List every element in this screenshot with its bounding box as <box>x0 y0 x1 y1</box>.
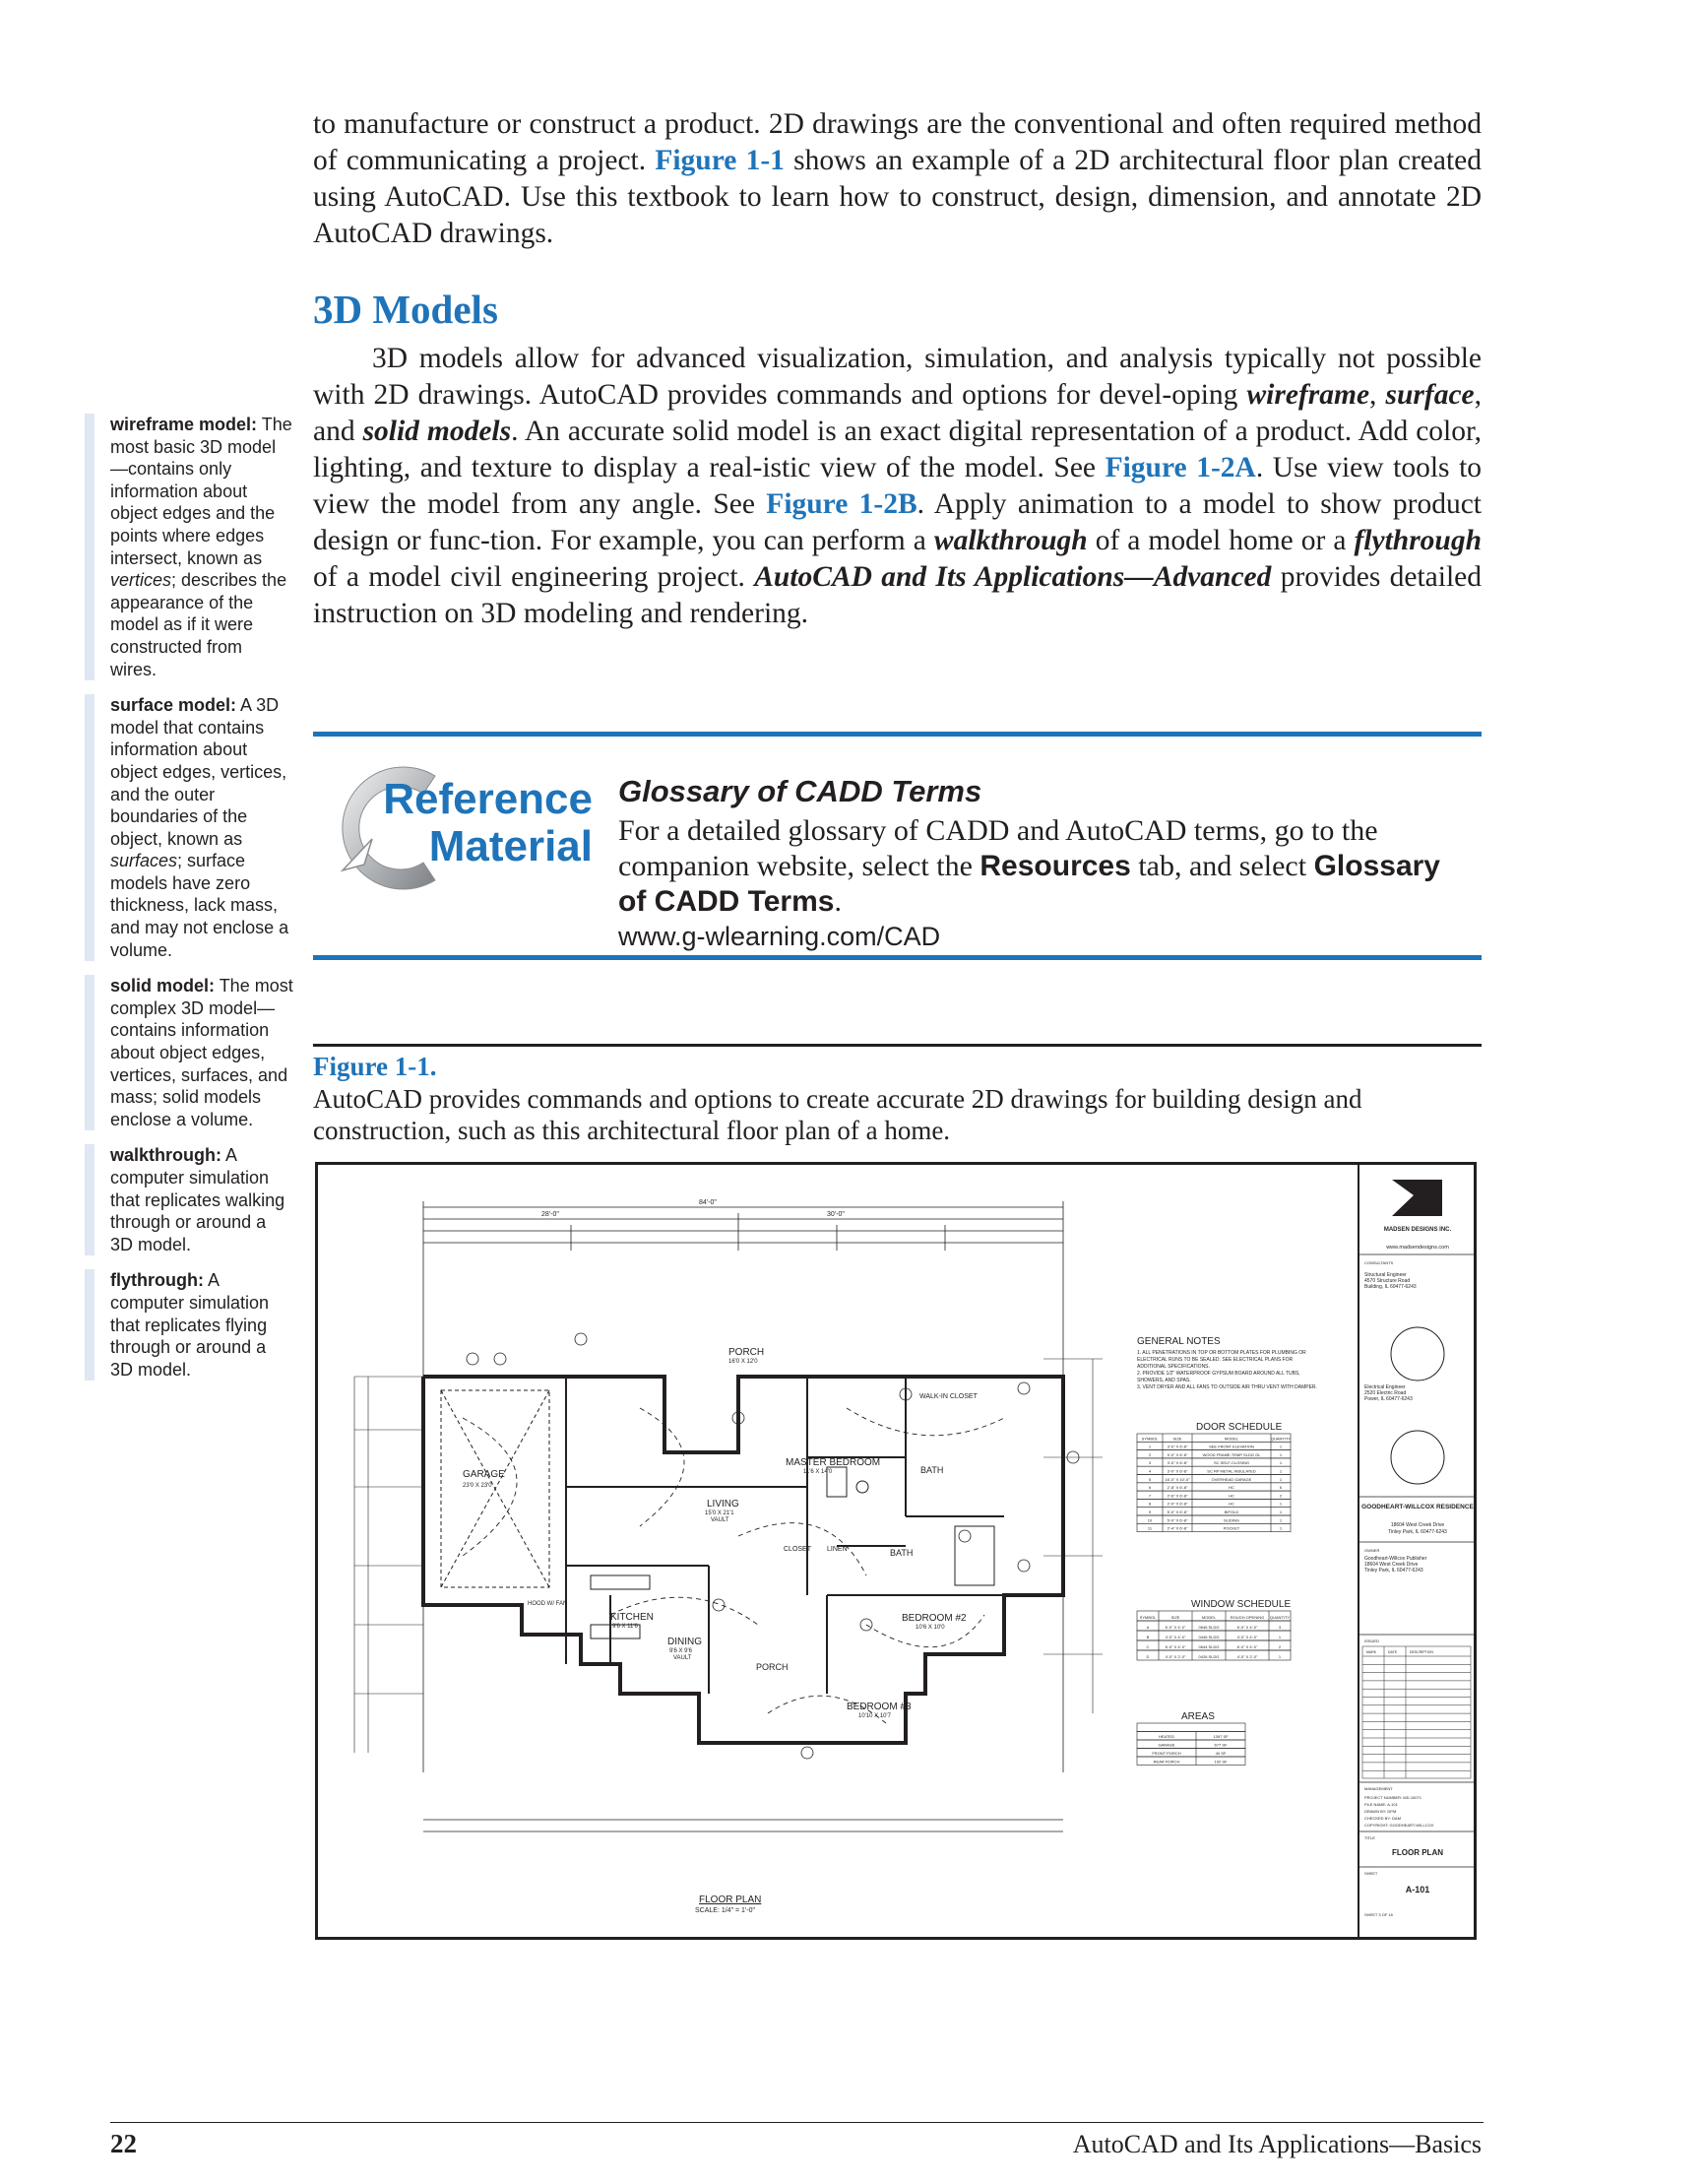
door-schedule-cell: SLIDING <box>1223 1517 1240 1523</box>
areas-title: AREAS <box>1181 1711 1215 1722</box>
window-schedule-cell: 0446 SLDG <box>1198 1635 1220 1639</box>
table-cell-border <box>1137 1499 1291 1507</box>
general-notes-title: GENERAL NOTES <box>1137 1336 1221 1347</box>
door-schedule-cell: HC <box>1229 1485 1234 1491</box>
door-schedule-cell: 1 <box>1279 1444 1283 1449</box>
door-schedule-cell: 2'-0" X 6'-8" <box>1167 1501 1188 1507</box>
door-schedule-cell: BIFOLD <box>1224 1510 1239 1514</box>
para-text: , <box>1369 379 1386 411</box>
section-heading: 3D Models <box>313 287 498 332</box>
ref-text: For a detailed glossary of CADD and AutoCAD terms, go to the companion website, select the <box>618 814 1378 882</box>
reference-top-rule <box>313 732 1482 737</box>
door-schedule-cell: 6 <box>1148 1485 1152 1491</box>
intro-text-1: to manufacture or construct a product. 2D drawings are the conventional and often required method of communicating a project. <box>313 108 1482 176</box>
door-schedule-cell: 1 <box>1279 1525 1283 1531</box>
issued-header: DESCRIPTION <box>1410 1650 1433 1654</box>
window-schedule-cell: 6'-0" X 4'-0" <box>1165 1625 1186 1630</box>
door-tags <box>467 1333 1079 1759</box>
logo-text-reference: Reference <box>383 775 593 823</box>
door-schedule-cell: 16'-0" X 10'-0" <box>1165 1476 1190 1482</box>
window-schedule-cell: 6'-0" X 4'-0" <box>1236 1625 1258 1630</box>
window-schedule-cell: SIZE <box>1170 1615 1180 1620</box>
door-schedule-cell: HC <box>1229 1501 1234 1507</box>
window-schedule-cell: 4'-0" X 2'-0" <box>1236 1654 1258 1659</box>
door-schedule-cell: SYMBOL <box>1141 1436 1159 1442</box>
door-schedule <box>1137 1422 1291 1532</box>
issued-header: MARK <box>1366 1650 1377 1654</box>
door-schedule-cell: 1 <box>1279 1510 1283 1514</box>
dim-overall: 84'-0" <box>699 1199 717 1206</box>
general-note: SHOWERS, AND SPAS. <box>1137 1378 1191 1383</box>
room-bed3-size: 10'10 X 10'7 <box>858 1713 891 1719</box>
door-schedule-row <box>1137 1523 1291 1531</box>
door-schedule-cell: 3 <box>1148 1460 1152 1466</box>
window-schedule-title: WINDOW SCHEDULE <box>1191 1599 1292 1610</box>
note-text: A computer simulation that replicates walking through or around a 3D model. <box>110 1145 285 1254</box>
interior-walls <box>566 1377 1004 1694</box>
room-kitchen-size: 9'6 X 11'6 <box>612 1624 638 1630</box>
door-schedule-row <box>1137 1442 1291 1449</box>
note-term: flythrough: <box>110 1270 204 1291</box>
garage-overhead <box>441 1390 549 1587</box>
figure-1-1-link[interactable]: Figure 1-1 <box>655 145 785 176</box>
note-italic: vertices <box>110 570 172 591</box>
company-name: MADSEN DESIGNS INC. <box>1383 1227 1452 1233</box>
owner-line: Tinley Park, IL 60477-6243 <box>1364 1568 1423 1574</box>
margin-note-surface <box>85 694 293 961</box>
table-cell-border <box>1137 1508 1291 1515</box>
window-schedule-cell: 1 <box>1278 1635 1282 1639</box>
company-website: www.madsendesigns.com <box>1386 1245 1449 1251</box>
door-schedule-cell: QUANTITY <box>1270 1436 1292 1442</box>
term-wireframe: wireframe <box>1246 379 1370 411</box>
door-schedule-cell: SEE FRONT ELEVATION <box>1209 1444 1254 1449</box>
door-schedule-cell: 1 <box>1279 1476 1283 1482</box>
para-text: of a model civil engineering project. <box>313 561 755 593</box>
door-schedule-cell: 2'-4" X 6'-8" <box>1167 1525 1188 1531</box>
note-term: solid model: <box>110 976 216 996</box>
door-schedule-row <box>1137 1491 1291 1499</box>
table-cell-border <box>1137 1491 1291 1499</box>
figure-1-2b-link[interactable]: Figure 1-2B <box>766 488 917 520</box>
note-text: The most basic 3D model—contains only information about object edges and the points where edges intersect, known as <box>110 415 292 568</box>
sheet-of: SHEET 3 OF 16 <box>1364 1912 1393 1917</box>
note-term: surface model: <box>110 695 237 716</box>
areas-cell: 677 SF <box>1214 1742 1228 1748</box>
resources-tab-label: Resources <box>979 850 1131 882</box>
reference-title: Glossary of CADD Terms <box>618 774 982 808</box>
room-porch-top-size: 16'0 X 12'0 <box>728 1359 758 1365</box>
ref-text: . <box>834 885 842 918</box>
general-notes <box>1137 1336 1317 1390</box>
electrical-circuits <box>463 1408 1004 1723</box>
areas-cell: FRONT PORCH <box>1152 1751 1181 1756</box>
glossary-label: Glossary of CADD Terms <box>618 850 1440 918</box>
issued-grid <box>1362 1646 1471 1778</box>
window-schedule-cell: 6'-0" X 4'-0" <box>1236 1644 1258 1649</box>
areas-table <box>1137 1711 1245 1766</box>
general-note: ELECTRICAL RUNS TO BE SEALED. SEE ELECTRICAL PLANS FOR <box>1137 1357 1294 1363</box>
label-hood: HOOD W/ FAN <box>528 1601 568 1607</box>
dim-a: 28'-0" <box>541 1211 559 1218</box>
areas-cell: GARAGE <box>1158 1742 1175 1748</box>
room-dining-note: VAULT <box>673 1655 692 1661</box>
running-title: AutoCAD and Its Applications—Basics <box>1072 2130 1482 2158</box>
general-note: 3. VENT DRYER AND ALL FANS TO OUTSIDE AIR THRU VENT WITH DAMPER. <box>1137 1384 1317 1390</box>
room-porch-bottom: PORCH <box>756 1662 789 1672</box>
door-schedule-cell: OVERHEAD GARAGE <box>1211 1476 1252 1482</box>
para-text: , and <box>313 379 1483 447</box>
window-schedule-cell: 4'-0" X 4'-0" <box>1165 1635 1186 1639</box>
intro-paragraph <box>313 106 1482 252</box>
grid-lines <box>354 1359 1103 1753</box>
management-line: DRAWN BY: DPM <box>1364 1809 1397 1814</box>
room-dining-size: 9'6 X 9'6 <box>669 1648 692 1654</box>
room-kitchen: KITCHEN <box>610 1612 654 1623</box>
window-schedule-cell: 0426 SLDG <box>1198 1654 1220 1659</box>
window-schedule-cell: 4'-0" X 2'-0" <box>1165 1654 1186 1659</box>
para-text: provides detailed instruction on 3D modeling and rendering. <box>313 561 1482 629</box>
door-schedule-cell: 1 <box>1279 1501 1283 1507</box>
consultants-label: CONSULTANTS <box>1364 1260 1394 1265</box>
areas-cell: HEATED <box>1159 1734 1174 1739</box>
door-schedule-cell: 9'-0" X 6'-8" <box>1167 1451 1188 1457</box>
margin-note-walkthrough <box>85 1144 293 1255</box>
window-schedule-row <box>1137 1640 1291 1650</box>
room-walkin: WALK-IN CLOSET <box>919 1393 978 1400</box>
margin-notes <box>85 414 293 1394</box>
section-paragraph <box>313 341 1482 632</box>
dim-b: 30'-0" <box>827 1211 845 1218</box>
para-text: of a model home or a <box>1087 525 1355 556</box>
window-schedule-cell: C <box>1146 1644 1150 1649</box>
areas-cell: 40 SF <box>1215 1751 1227 1756</box>
window-schedule-cell: 3 <box>1278 1625 1282 1630</box>
door-schedule-cell: 10 <box>1147 1517 1153 1523</box>
term-flythrough: flythrough <box>1354 525 1482 556</box>
door-schedule-row <box>1137 1458 1291 1466</box>
door-schedule-cell: 6 <box>1279 1485 1283 1491</box>
table-cell-border <box>1137 1483 1291 1491</box>
figure-rule <box>313 1044 1482 1047</box>
figure-label: Figure 1-1. <box>313 1052 437 1081</box>
issued-header: DATE <box>1388 1650 1398 1654</box>
margin-note-solid <box>85 975 293 1130</box>
room-bath: BATH <box>920 1465 944 1475</box>
room-master: MASTER BEDROOM <box>786 1457 881 1468</box>
window-schedule-row <box>1137 1631 1291 1640</box>
note-italic: surfaces <box>110 851 178 871</box>
table-cell-border <box>1137 1723 1245 1732</box>
consultant-line: Structural Engineer <box>1364 1272 1407 1278</box>
reference-bottom-rule <box>313 955 1482 960</box>
issued-label: ISSUED <box>1364 1638 1379 1643</box>
door-schedule-row <box>1137 1466 1291 1474</box>
door-schedule-cell: 2'-6" X 6'-8" <box>1167 1493 1188 1499</box>
table-cell-border <box>1137 1740 1245 1749</box>
title-block <box>1358 1180 1475 1917</box>
note-term: walkthrough: <box>110 1145 221 1166</box>
management-line: PROJECT NUMBER: MD-10071 <box>1364 1795 1422 1800</box>
client-name: GOODHEART-WILLCOX RESIDENCE <box>1361 1504 1474 1510</box>
room-garage: GARAGE <box>463 1469 505 1480</box>
room-garage-size: 23'0 X 23'0 <box>463 1483 492 1489</box>
room-living: LIVING <box>707 1499 739 1510</box>
margin-note-wireframe <box>85 414 293 680</box>
bottom-dimensions <box>423 1820 1063 1831</box>
sheet-number: A-101 <box>1405 1885 1430 1895</box>
room-bath2: BATH <box>890 1548 914 1558</box>
door-schedule-cell: 5'-0" X 6'-8" <box>1167 1510 1188 1514</box>
window-schedule-cell: 4'-0" X 4'-0" <box>1236 1635 1258 1639</box>
door-schedule-cell: POCKET <box>1223 1525 1240 1531</box>
room-porch-top: PORCH <box>728 1347 765 1358</box>
window-schedule-cell: D <box>1146 1654 1150 1659</box>
consultant-line: Building, IL 60477-6243 <box>1364 1284 1417 1290</box>
reference-url-link[interactable]: www.g-wlearning.com/CAD <box>618 922 941 951</box>
sheet-title: FLOOR PLAN <box>1392 1848 1443 1857</box>
door-schedule-cell: 3'-0" X 6'-8" <box>1167 1460 1188 1466</box>
door-schedule-cell: 2 <box>1279 1493 1283 1499</box>
areas-row <box>1137 1732 1245 1741</box>
management-line: CHECKED BY: DAM <box>1364 1816 1401 1821</box>
door-schedule-row <box>1137 1483 1291 1491</box>
room-labels <box>463 1347 979 1719</box>
table-cell-border <box>1137 1515 1291 1523</box>
door-schedule-cell: 1 <box>1279 1517 1283 1523</box>
window-schedule-cell: 0644 SLDG <box>1198 1644 1220 1649</box>
footer-rule <box>110 2122 1484 2123</box>
term-walkthrough: walkthrough <box>933 525 1088 556</box>
ref-text: tab, and select <box>1130 850 1314 882</box>
window-schedule-cell: MODEL <box>1201 1615 1217 1620</box>
page-number: 22 <box>110 2129 137 2158</box>
room-bed2-size: 10'6 X 10'0 <box>916 1625 945 1631</box>
door-schedule-cell: 7 <box>1148 1493 1152 1499</box>
client-address: 18604 West Creek Drive <box>1390 1522 1445 1528</box>
window-schedule <box>1137 1599 1291 1660</box>
door-schedule-cell: 1 <box>1279 1460 1283 1466</box>
consultant-line: Power, IL 60477-6243 <box>1364 1396 1413 1402</box>
door-schedule-row <box>1137 1450 1291 1458</box>
owner-line: Goodheart-Willcox Publisher <box>1364 1556 1427 1562</box>
room-bed2: BEDROOM #2 <box>902 1613 967 1624</box>
room-living-size: 15'0 X 21'1 <box>705 1510 734 1516</box>
note-term: wireframe model: <box>110 415 258 434</box>
window-schedule-cell: 2 <box>1278 1644 1282 1649</box>
client-address: Tinley Park, IL 60477-6243 <box>1388 1529 1447 1535</box>
window-schedule-cell: B <box>1146 1635 1150 1639</box>
areas-cell: REAR PORCH <box>1153 1759 1180 1765</box>
door-schedule-cell: 9 <box>1148 1510 1152 1514</box>
door-schedule-cell: 2'-8" X 6'-8" <box>1167 1485 1188 1491</box>
door-schedule-cell: MODEL <box>1224 1436 1239 1442</box>
door-schedule-cell: 1 <box>1148 1444 1152 1449</box>
areas-cell: 1397 SF <box>1213 1734 1229 1739</box>
window-schedule-cell: 6'-0" X 4'-0" <box>1165 1644 1186 1649</box>
door-schedule-row <box>1137 1475 1291 1483</box>
plan-title: FLOOR PLAN <box>699 1895 762 1905</box>
table-cell-border <box>1137 1523 1291 1531</box>
window-schedule-row <box>1137 1621 1291 1631</box>
window-schedule-cell: ROUGH OPENING <box>1230 1615 1265 1620</box>
book-title: AutoCAD and Its Applications—Advanced <box>754 561 1272 593</box>
window-schedule-cell: 0646 SLDG <box>1198 1625 1220 1630</box>
room-dining: DINING <box>667 1637 702 1647</box>
floor-plan-drawing <box>315 1162 1477 1940</box>
door-schedule-header <box>1137 1434 1291 1442</box>
door-schedule-cell: 3'-0" X 6'-8" <box>1167 1444 1188 1449</box>
areas-row <box>1137 1749 1245 1758</box>
management-line: FILE NAME: A-101 <box>1364 1802 1398 1807</box>
window-schedule-cell: A <box>1146 1625 1150 1630</box>
management-line: COPYRIGHT: GOODHEART-WILLCOX <box>1364 1823 1434 1828</box>
areas-row <box>1137 1740 1245 1749</box>
plan-scale: SCALE: 1/4" = 1'-0" <box>695 1907 755 1914</box>
door-schedule-cell: HC <box>1229 1493 1234 1499</box>
title-label: TITLE <box>1364 1835 1375 1840</box>
reference-material-logo <box>325 754 600 902</box>
general-note: ADDITIONAL SPECIFICATIONS. <box>1137 1364 1210 1370</box>
note-text: A 3D model that contains information about object edges, vertices, and the outer boundaries of the object, known as <box>110 695 287 849</box>
term-surface: surface <box>1385 379 1475 411</box>
areas-row <box>1137 1757 1245 1766</box>
sheet-label: SHEET <box>1364 1871 1378 1876</box>
owner-label: OWNER <box>1364 1548 1380 1553</box>
room-living-note: VAULT <box>711 1517 729 1523</box>
room-master-size: 11'6 X 14'0 <box>803 1469 833 1475</box>
door-schedule-cell: 5'-0" X 6'-8" <box>1167 1517 1188 1523</box>
door-schedule-row <box>1137 1499 1291 1507</box>
window-schedule-cell: SYMBOL <box>1139 1615 1157 1620</box>
room-bed3: BEDROOM #3 <box>847 1702 912 1712</box>
door-schedule-cell: 2 <box>1148 1451 1152 1457</box>
consultant-seal-2 <box>1391 1431 1444 1484</box>
management-label: MANAGEMENT <box>1364 1786 1393 1791</box>
para-text: . Use view tools to view the model from any angle. See <box>313 452 1483 520</box>
door-schedule-cell: SIZE <box>1172 1436 1182 1442</box>
general-note: 1. ALL PENETRATIONS IN TOP OR BOTTOM PLATES FOR PLUMBING OR <box>1137 1350 1306 1356</box>
window-schedule-header <box>1137 1611 1291 1621</box>
door-schedule-row <box>1137 1515 1291 1523</box>
door-schedule-row <box>1137 1508 1291 1515</box>
figure-1-2a-link[interactable]: Figure 1-2A <box>1105 452 1256 483</box>
reference-body <box>618 813 1465 920</box>
areas-header <box>1137 1723 1245 1732</box>
door-schedule-cell: 1 <box>1279 1468 1283 1474</box>
window-schedule-cell: QUANTITY <box>1269 1615 1291 1620</box>
door-schedule-cell: SC RP METAL INSULATED <box>1207 1468 1256 1474</box>
door-schedule-cell: 8 <box>1148 1501 1152 1507</box>
room-linen: LINEN <box>827 1546 848 1553</box>
areas-cell: 192 SF <box>1214 1759 1228 1765</box>
window-schedule-cell: 1 <box>1278 1654 1282 1659</box>
consultant-line: Electrical Engineer <box>1364 1384 1406 1390</box>
general-note: 2. PROVIDE 1/2" WATERPROOF GYPSUM BOARD AROUND ALL TUBS, <box>1137 1371 1300 1377</box>
note-text: The most complex 3D model—contains information about object edges, vertices, surfaces, and mass; solid models enclose a volume. <box>110 976 293 1129</box>
term-solid-models: solid models <box>362 416 512 447</box>
table-cell-border <box>1137 1434 1291 1442</box>
owner-line: 18604 West Creek Drive <box>1364 1562 1419 1568</box>
note-text: ; describes the appearance of the model as if it were constructed from wires. <box>110 570 287 679</box>
door-schedule-cell: WOOD FRAME-TEMP SLDG GL <box>1202 1451 1261 1457</box>
door-schedule-cell: 11 <box>1147 1525 1153 1531</box>
margin-note-flythrough <box>85 1269 293 1381</box>
para-text: . Apply animation to a model to show product design or func-tion. For example, you can perform a <box>313 488 1482 556</box>
note-text: A computer simulation that replicates flying through or around a 3D model. <box>110 1270 270 1380</box>
para-text: . An accurate solid model is an exact digital representation of a product. Add color, lighting, and texture to display a real-istic view of the model. See <box>313 416 1483 483</box>
door-schedule-cell: SC SELF-CLOSING <box>1213 1460 1250 1466</box>
para-text: 3D models allow for advanced visualization, simulation, and analysis typically not possible with 2D drawings. AutoCAD provides commands and options for devel-oping <box>313 343 1482 411</box>
logo-text-material: Material <box>428 822 593 870</box>
intro-text-2: shows an example of a 2D architectural floor plan created using AutoCAD. Use this textbook to learn how to construct, design, dimension, and annotate 2D AutoCAD drawings. <box>313 145 1482 249</box>
door-schedule-cell: 5 <box>1148 1476 1152 1482</box>
room-closet: CLOSET <box>784 1546 812 1553</box>
door-schedule-cell: 3'-0" X 6'-8" <box>1167 1468 1188 1474</box>
consultant-seal-1 <box>1391 1327 1444 1381</box>
note-text: ; surface models have zero thickness, lack mass, and may not enclose a volume. <box>110 851 289 960</box>
door-schedule-cell: 1 <box>1279 1451 1283 1457</box>
window-schedule-row <box>1137 1650 1291 1660</box>
table-cell-border <box>1137 1732 1245 1741</box>
consultant-line: 4570 Structure Road <box>1364 1278 1411 1284</box>
consultant-line: 2520 Electric Road <box>1364 1390 1407 1396</box>
door-schedule-cell: 4 <box>1148 1468 1152 1474</box>
door-schedule-title: DOOR SCHEDULE <box>1196 1422 1283 1433</box>
figure-caption: AutoCAD provides commands and options to create accurate 2D drawings for building design and construction, such as this architectural floor plan of a home. <box>313 1084 1362 1145</box>
